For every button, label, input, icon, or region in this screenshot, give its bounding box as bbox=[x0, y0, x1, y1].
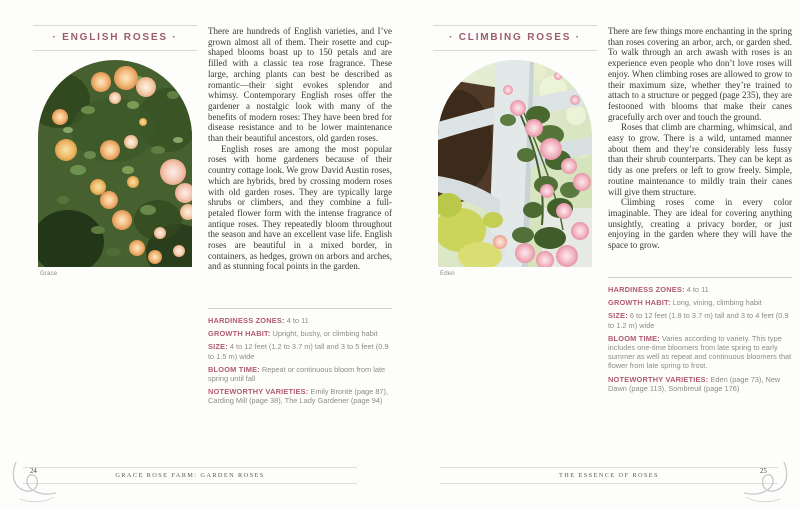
body-paragraph: There are hundreds of English varieties, and I’ve grown almost all of them. Their rosette and cup-shaped blooms boast up to 150 petals and are filled with a classic tea rose fragrance. These large, arching plants can best be described as romantic—their sight evokes splendor and whimsy. Contemporary English roses offer the gardener a nostalgic look with many of the benefits of modern roses: They have been bred for disease resistance and to be lower maintenance than their beautiful ancestors, old garden roses. bbox=[208, 26, 392, 144]
body-paragraph: Climbing roses come in every color imaginable. They are ideal for covering anything unsightly, creating a privacy border, or just enjoying in the garden where they will have the space to grow. bbox=[608, 197, 792, 251]
running-head-right: THE ESSENCE OF ROSES bbox=[440, 467, 778, 484]
info-item-growth-habit: GROWTH HABIT: Upright, bushy, or climbing habit bbox=[208, 329, 378, 339]
page-climbing-roses bbox=[400, 0, 800, 510]
section-heading-english-roses: · ENGLISH ROSES · bbox=[33, 25, 197, 51]
photo-caption-grace: Grace bbox=[40, 271, 58, 277]
info-item-size: SIZE: 4 to 12 feet (1.2 to 3.7 m) tall and 3 to 5 feet (0.9 to 1.5 m) wide bbox=[208, 342, 389, 361]
climbing-roses-photo bbox=[438, 60, 592, 267]
footer-flourish-icon bbox=[8, 458, 62, 504]
info-item-hardiness: HARDINESS ZONES: 4 to 11 bbox=[208, 316, 309, 325]
footer-flourish-icon bbox=[738, 458, 792, 504]
info-box-english-roses bbox=[208, 308, 392, 410]
running-head-left: GRACE ROSE FARM: GARDEN ROSES bbox=[23, 467, 357, 484]
section-heading-climbing-roses: · CLIMBING ROSES · bbox=[433, 25, 597, 51]
info-item-size: SIZE: 6 to 12 feet (1.8 to 3.7 m) tall and 3 to 4 feet (0.9 to 1.2 m) wide bbox=[608, 311, 789, 330]
rose-bush-illustration bbox=[38, 60, 192, 267]
body-paragraph: Roses that climb are charming, whimsical, and easy to grow. There is a wild, untamed manner about them and they’re considerably less fussy than their shrub counterparts. They can be kept as tidy as one prefers or left to grow freely. Simple, routine maintenance to mildly train their canes will give them structure. bbox=[608, 122, 792, 197]
info-item-hardiness: HARDINESS ZONES: 4 to 11 bbox=[608, 285, 709, 294]
english-roses-photo bbox=[38, 60, 192, 267]
info-item-noteworthy-varieties: NOTEWORTHY VARIETIES: Emily Brontë (page 87), Carding Mill (page 38), The Lady Gardener (page 94) bbox=[208, 387, 389, 406]
info-item-bloom-time: BLOOM TIME: Repeat or continuous bloom from late spring until fall bbox=[208, 364, 386, 384]
info-item-bloom-time: BLOOM TIME: Varies according to variety. This type includes one-time bloomers from late spring to early summer as well as repeat and continuous bloomers that flower from late spring to frost. bbox=[608, 333, 792, 371]
body-paragraph: English roses are among the most popular roses with home gardeners because of their country cottage look. We grow David Austin roses, which are hybrids, bred by crossing modern roses with old garden roses. They are typically large shrubs or climbers, and they combine a full-petaled flower form with the intense fragrance of antique roses. They repeatedly bloom throughout the season and have an excellent vase life. English roses are beautiful in a mixed border, in containers, as hedges, grown on arbors and arches, and as stunning focal points in the garden. bbox=[208, 143, 392, 272]
page-number-right: 25 bbox=[760, 468, 767, 475]
body-text-english-roses bbox=[208, 26, 392, 272]
info-item-growth-habit: GROWTH HABIT: Long, vining, climbing habit bbox=[608, 298, 762, 308]
climbing-rose-arch-illustration bbox=[438, 60, 592, 267]
info-box-climbing-roses bbox=[608, 277, 792, 397]
page-number-left: 24 bbox=[30, 468, 37, 475]
body-paragraph: There are few things more enchanting in the spring than roses covering an arbor, arch, or garden shed. To walk through an arch awash with roses is an experience even people who don’t love roses will enjoy. When climbing roses are allowed to grow to their maximum size, whether they’re trained to attach to a structure or pegged (page 235), they are festooned with blooms that make their canes gracefully arch over and touch the ground. bbox=[608, 26, 792, 122]
photo-caption-eden: Eden bbox=[440, 271, 455, 277]
info-item-noteworthy-varieties: NOTEWORTHY VARIETIES: Eden (page 73), New Dawn (page 113), Sombreuil (page 176) bbox=[608, 374, 781, 393]
body-text-climbing-roses bbox=[608, 26, 792, 251]
